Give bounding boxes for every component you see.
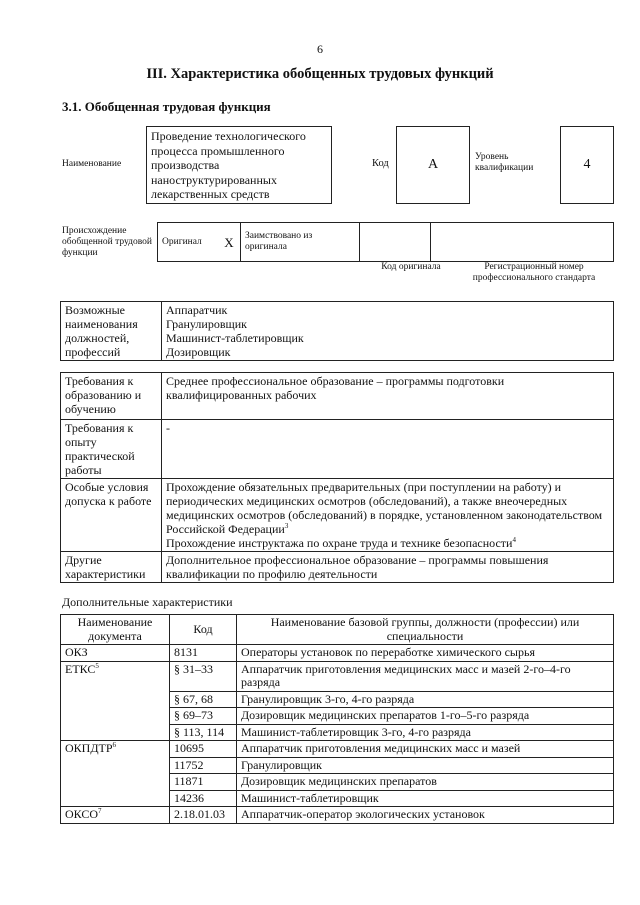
borrowed-label: Заимствовано из оригинала [241, 223, 360, 262]
code-cell: 11752 [170, 757, 237, 774]
name-cell: Операторы установок по переработке химического сырья [237, 645, 614, 662]
additional-table [60, 614, 614, 824]
code-cell: 11871 [170, 774, 237, 791]
subsection-title: 3.1. Обобщенная трудовая функция [62, 99, 271, 114]
level-value-box: 4 [560, 126, 614, 204]
original-mark: X [218, 223, 241, 262]
code-original-cell [360, 223, 431, 262]
req-label: Другие характеристики [61, 552, 162, 583]
req-value: Среднее профессиональное образование – программы подготовки квалифицированных рабочих [162, 373, 614, 420]
req-value: Дополнительное профессиональное образование – программы повышения квалификации по профилю деятельности [162, 552, 614, 583]
additional-caption: Дополнительные характеристики [62, 595, 233, 609]
name-cell: Аппаратчик-оператор экологических установок [237, 807, 614, 824]
function-name-box: Проведение технологического процесса промышленного производства наноструктурированных лекарственных средств [146, 126, 332, 204]
name-cell: Дозировщик медицинских препаратов [237, 774, 614, 791]
footnote-ref: 4 [512, 536, 516, 544]
doc-name: ОКПДТР$^6$ [61, 741, 170, 807]
req-label: Особые условия допуска к работе [61, 479, 162, 552]
footnote-ref: 6 [112, 741, 117, 749]
req-label: Требования к опыту практической работы [61, 420, 162, 479]
footnote-ref: 5 [95, 661, 99, 670]
name-cell: Аппаратчик приготовления медицинских масс и мазей 2-го–4-го разряда [237, 661, 614, 691]
code-cell: 14236 [170, 790, 237, 807]
col-header: Наименование документа [61, 615, 170, 645]
code-cell: 2.18.01.03 [170, 807, 237, 824]
original-label: Оригинал [158, 223, 219, 262]
level-label: Уровень квалификации [475, 152, 534, 173]
req-value [162, 479, 614, 552]
requirements-table [60, 372, 614, 583]
name-cell: Машинист-таблетировщик [237, 790, 614, 807]
footnote-ref: 7 [98, 807, 102, 815]
footnote-ref: 3 [284, 522, 289, 530]
reg-number-caption: Регистрационный номер профессионального стандарта [472, 262, 596, 283]
name-cell: Гранулировщик 3-го, 4-го разряда [237, 691, 614, 708]
code-value-box: А [396, 126, 470, 204]
req-value: - [162, 420, 614, 479]
code-label: Код [372, 158, 389, 169]
code-cell: § 31–33 [170, 661, 237, 691]
origin-table [157, 222, 614, 262]
name-label: Наименование [62, 159, 122, 169]
doc-name: ОКЗ [61, 645, 170, 662]
code-cell: § 69–73 [170, 708, 237, 725]
name-cell: Гранулировщик [237, 757, 614, 774]
code-cell: 10695 [170, 741, 237, 758]
col-header: Код [170, 615, 237, 645]
reg-number-cell [431, 223, 614, 262]
page-number: 6 [317, 42, 323, 56]
special-conditions-text: Прохождение обязательных предварительных (при поступлении на работу) и периодических медицинских осмотров (обследований), а также внеочередных медицинских осмотров (обследований) в порядке, установленном законодательством Российской Федерации [166, 480, 603, 536]
code-cell: 8131 [170, 645, 237, 662]
professions-label: Возможные наименования должностей, профессий [61, 302, 162, 361]
safety-briefing-text: Прохождение инструктажа по охране труда и технике безопасности [166, 536, 513, 550]
professions-values: Аппаратчик Гранулировщик Машинист-таблетировщик Дозировщик [162, 302, 614, 361]
name-cell: Машинист-таблетировщик 3-го, 4-го разряда [237, 724, 614, 741]
name-cell: Дозировщик медицинских препаратов 1-го–5-го разряда [237, 708, 614, 725]
req-label: Требования к образованию и обучению [61, 373, 162, 420]
name-cell: Аппаратчик приготовления медицинских масс и мазей [237, 741, 614, 758]
doc-name: ЕТКС$^5$ [61, 661, 170, 741]
professions-table [60, 301, 614, 361]
code-cell: § 67, 68 [170, 691, 237, 708]
doc-name: ОКСО$^7$ [61, 807, 170, 824]
code-cell: § 113, 114 [170, 724, 237, 741]
col-header: Наименование базовой группы, должности (профессии) или специальности [237, 615, 614, 645]
origin-label: Происхождение обобщенной трудовой функции [62, 226, 152, 258]
code-original-caption: Код оригинала [381, 262, 441, 272]
section-title: III. Характеристика обобщенных трудовых функций [146, 66, 494, 82]
